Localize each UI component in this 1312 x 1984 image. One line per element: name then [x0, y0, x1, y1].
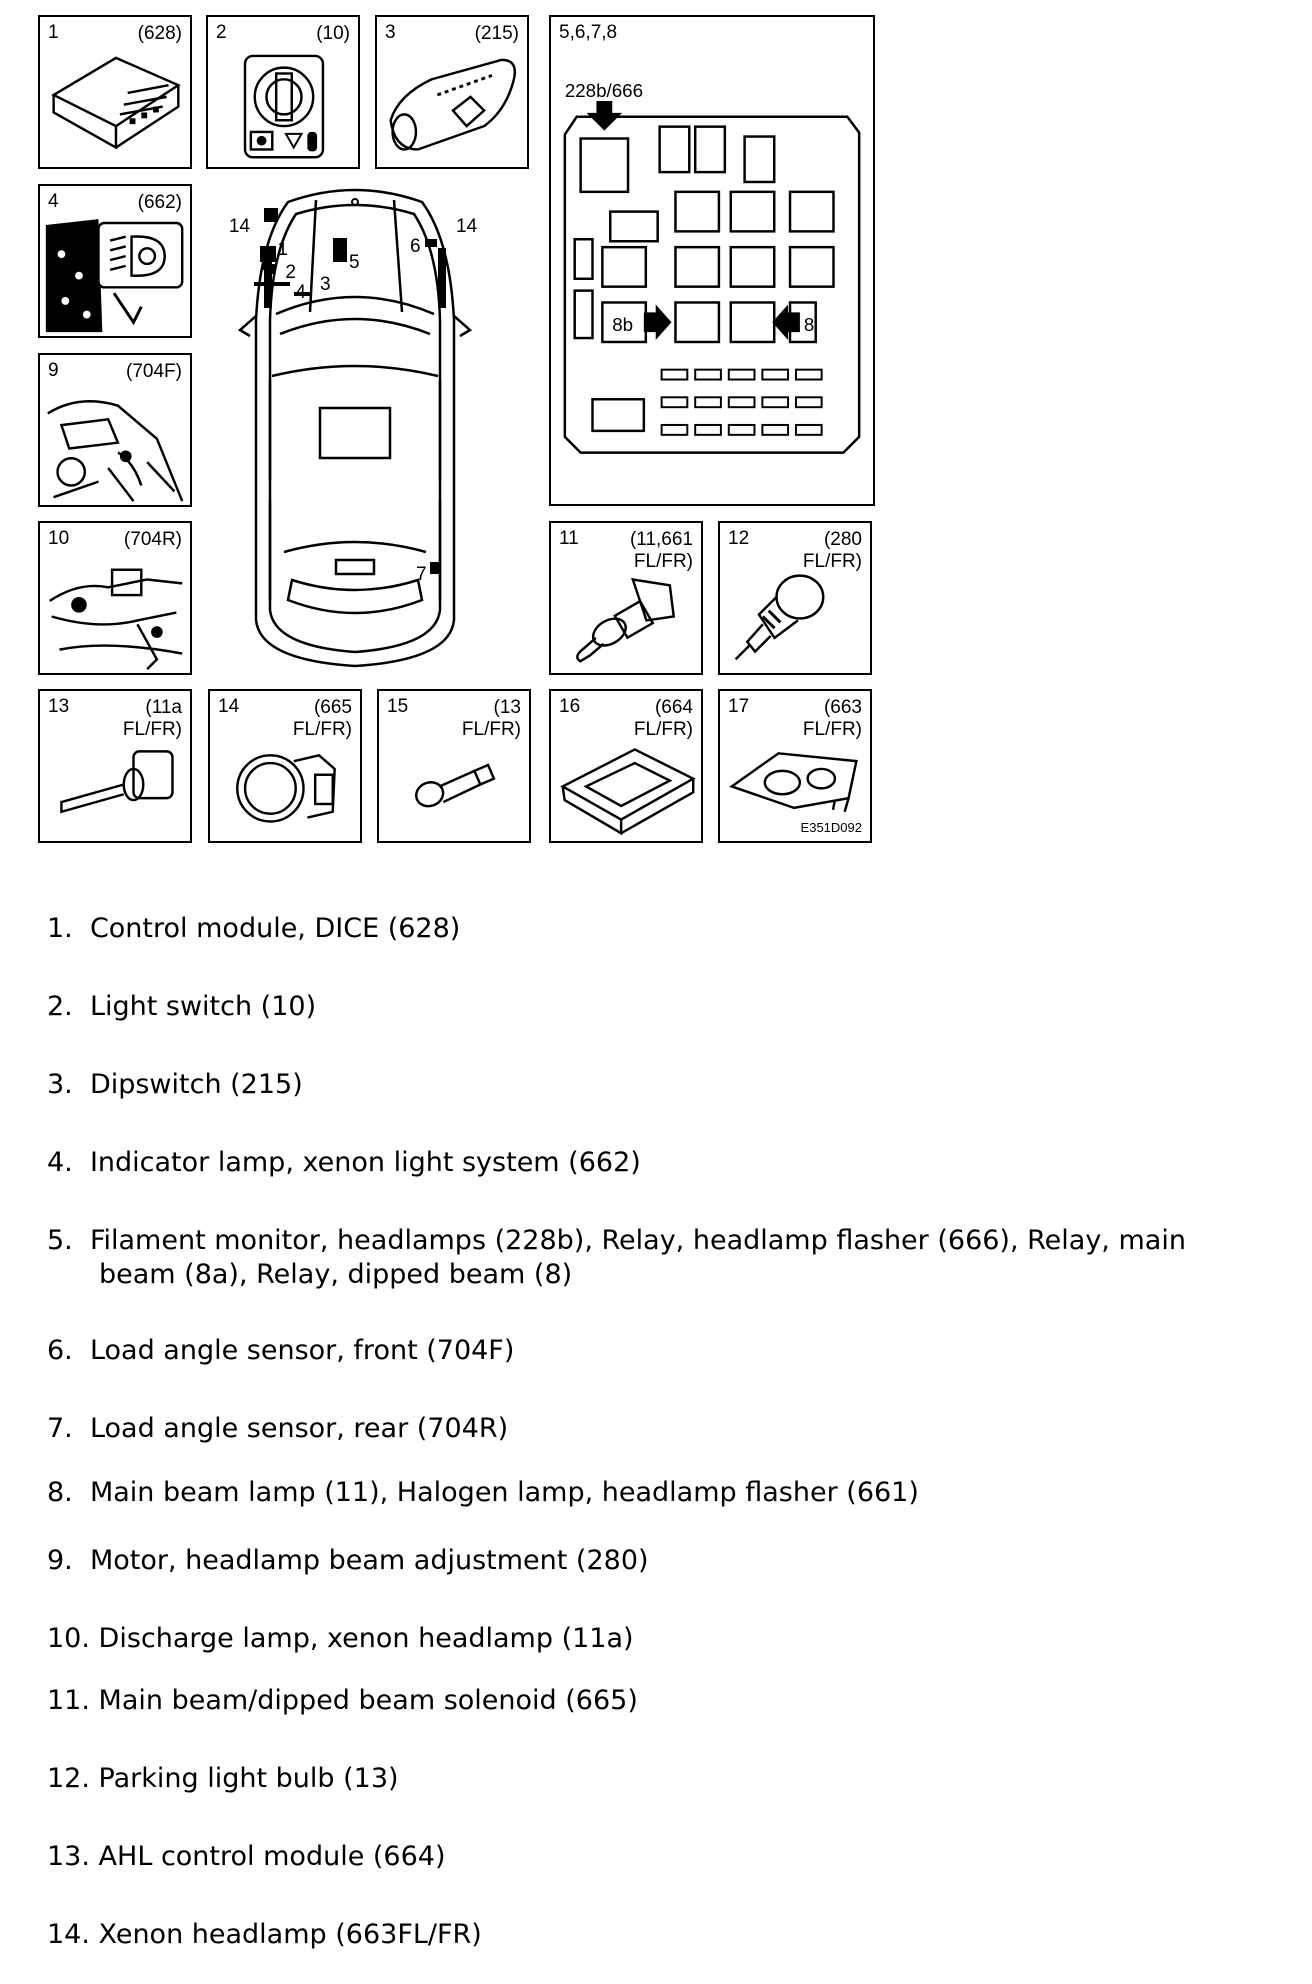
- component-legend: [0, 880, 1312, 1980]
- panel-4: [38, 184, 192, 338]
- car-top-view: [210, 180, 500, 680]
- panel-number: 9: [48, 360, 59, 381]
- legend-item: 9. Motor, headlamp beam adjustment (280): [47, 1545, 649, 1576]
- panel-number: 10: [48, 528, 70, 549]
- panel-number: 15: [387, 696, 409, 717]
- figure-id: E351D092: [800, 820, 862, 835]
- callout-14-right: 14: [456, 216, 478, 237]
- panel-code: (11,661 FL/FR): [629, 529, 693, 572]
- panel-code: (704R): [123, 529, 182, 550]
- legend-item: 11. Main beam/dipped beam solenoid (665): [47, 1685, 638, 1716]
- panel-code: (665 FL/FR): [292, 697, 352, 740]
- fuse-relay-box-illustration: [551, 17, 873, 504]
- ahl-control-module-illustration: [551, 691, 701, 841]
- callout-1: 1: [277, 239, 288, 260]
- panel-code: (628): [137, 23, 182, 44]
- legend-item: 3. Dipswitch (215): [47, 1069, 303, 1100]
- panel-code: (10): [316, 23, 350, 44]
- parking-light-bulb-illustration: [379, 691, 529, 841]
- panel-fuse-relay-box: [549, 15, 875, 506]
- panel-12: [718, 521, 872, 675]
- panel-code: (664 FL/FR): [633, 697, 693, 740]
- panel-2: [206, 15, 360, 169]
- legend-item: 7. Load angle sensor, rear (704R): [47, 1413, 509, 1444]
- panel-number: 13: [48, 696, 70, 717]
- arrow-left-icon: [772, 304, 800, 340]
- xenon-indicator-lamp-illustration: [40, 186, 190, 336]
- label-8: 8: [803, 314, 815, 336]
- panel-17: [718, 689, 872, 843]
- panel-number: 2: [216, 22, 227, 43]
- main-beam-lamp-illustration: [551, 523, 701, 673]
- panel-code: (215): [474, 23, 519, 44]
- panel-code: (662): [137, 192, 182, 213]
- legend-item: 4. Indicator lamp, xenon light system (662): [47, 1147, 641, 1178]
- callout-4: 4: [295, 282, 306, 303]
- panel-16: [549, 689, 703, 843]
- callout-6: 6: [410, 236, 421, 257]
- callout-14-left: 14: [228, 216, 250, 237]
- panel-9: [38, 353, 192, 507]
- light-switch-illustration: [208, 17, 358, 167]
- headlamp-motor-illustration: [720, 523, 870, 673]
- panel-number: 1: [48, 22, 59, 43]
- panel-number: 11: [559, 528, 579, 549]
- callout-7: 7: [416, 564, 427, 585]
- panel-number: 16: [559, 696, 581, 717]
- panel-code: (663 FL/FR): [802, 697, 862, 740]
- legend-item: 13. AHL control module (664): [47, 1841, 446, 1872]
- panel-15: [377, 689, 531, 843]
- panel-number: 3: [385, 22, 396, 43]
- panel-10: [38, 521, 192, 675]
- component-location-figure: [0, 0, 1312, 860]
- dipswitch-illustration: [377, 17, 527, 167]
- panel-13: [38, 689, 192, 843]
- fusebox-title: 5,6,7,8: [559, 22, 618, 43]
- panel-3: [375, 15, 529, 169]
- panel-number: 4: [48, 191, 59, 212]
- callout-3: 3: [320, 274, 331, 295]
- legend-item: 5. Filament monitor, headlamps (228b), Relay, headlamp flasher (666), Relay, main beam (8a), Relay, dipped beam (8): [47, 1225, 1186, 1290]
- callout-2: 2: [285, 262, 296, 283]
- legend-item: 2. Light switch (10): [47, 991, 317, 1022]
- xenon-discharge-lamp-illustration: [40, 691, 190, 841]
- panel-number: 12: [728, 528, 750, 549]
- front-load-angle-sensor-illustration: [40, 355, 190, 505]
- panel-11: [549, 521, 703, 675]
- legend-item: 1. Control module, DICE (628): [47, 913, 461, 944]
- legend-item: 12. Parking light bulb (13): [47, 1763, 399, 1794]
- control-module-dice-illustration: [40, 17, 190, 167]
- legend-item: 8. Main beam lamp (11), Halogen lamp, headlamp flasher (661): [47, 1477, 919, 1508]
- arrow-label-228b-666: 228b/666: [564, 80, 644, 102]
- label-8b: 8b: [612, 314, 634, 336]
- legend-item: 10. Discharge lamp, xenon headlamp (11a): [47, 1623, 634, 1654]
- panel-number: 14: [218, 696, 240, 717]
- legend-item: 14. Xenon headlamp (663FL/FR): [47, 1919, 482, 1950]
- panel-1: [38, 15, 192, 169]
- beam-solenoid-illustration: [210, 691, 360, 841]
- panel-code: (13 FL/FR): [461, 697, 521, 740]
- panel-code: (11a FL/FR): [122, 697, 182, 740]
- panel-14: [208, 689, 362, 843]
- rear-load-angle-sensor-illustration: [40, 523, 190, 673]
- legend-item: 6. Load angle sensor, front (704F): [47, 1335, 515, 1366]
- panel-code: (280 FL/FR): [802, 529, 862, 572]
- arrow-right-icon: [644, 304, 672, 340]
- xenon-headlamp-illustration: [720, 691, 870, 841]
- panel-code: (704F): [126, 361, 182, 382]
- panel-number: 17: [728, 696, 750, 717]
- callout-5: 5: [349, 252, 360, 273]
